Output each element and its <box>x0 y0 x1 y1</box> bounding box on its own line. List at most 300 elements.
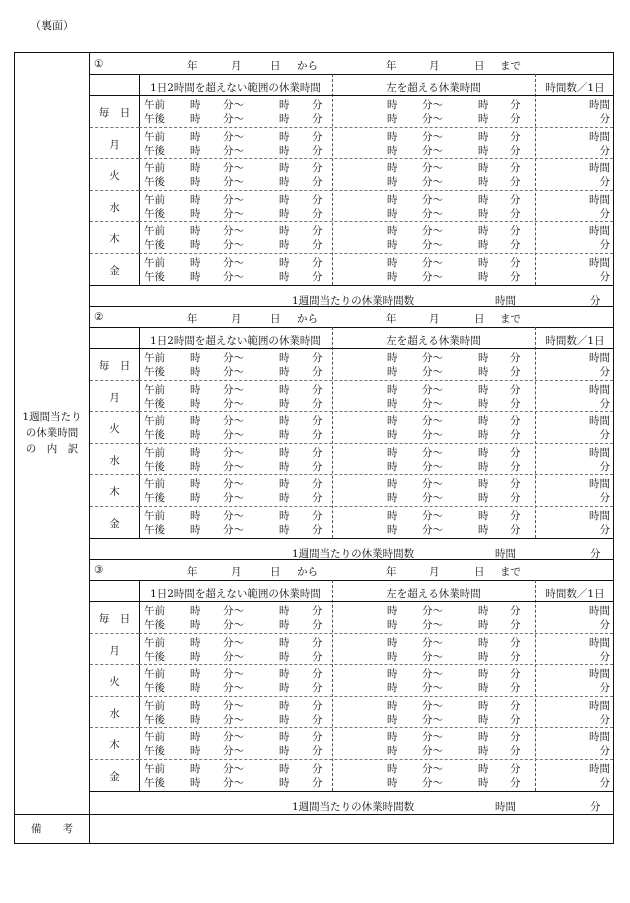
daily-hours-unit: 時間 <box>589 668 610 681</box>
leave-breakdown-table <box>14 52 614 844</box>
day-label: 木 <box>109 486 120 499</box>
daily-minutes-unit: 分 <box>599 429 610 442</box>
start-minute-unit: 分～ <box>223 478 244 491</box>
extra-start-hour-unit: 時 <box>387 271 398 283</box>
start-hour-unit: 時 <box>190 207 201 220</box>
end-hour-unit: 時 <box>279 699 290 712</box>
daily-minutes-unit: 分 <box>599 650 610 663</box>
end-minute-unit: 分 <box>312 397 323 410</box>
extra-end-hour-unit: 時 <box>478 352 489 364</box>
end-minute-unit: 分 <box>312 745 323 758</box>
start-minute-unit: 分～ <box>223 605 244 617</box>
am-label: 午前 <box>144 605 165 617</box>
day-row <box>90 443 613 475</box>
extra-end-hour-unit: 時 <box>478 383 489 396</box>
start-minute-unit: 分～ <box>223 99 244 111</box>
end-minute-unit: 分 <box>312 271 323 283</box>
period-block <box>90 53 613 308</box>
extra-end-hour-unit: 時 <box>478 130 489 143</box>
extra-end-minute-unit: 分 <box>510 619 521 631</box>
extra-start-hour-unit: 時 <box>387 130 398 143</box>
start-hour-unit: 時 <box>190 745 201 758</box>
start-year: 年 <box>187 60 198 72</box>
end-hour-unit: 時 <box>279 478 290 491</box>
extra-end-minute-unit: 分 <box>510 271 521 283</box>
extra-start-minute-unit: 分～ <box>422 99 443 111</box>
extra-start-hour-unit: 時 <box>387 366 398 378</box>
extra-end-minute-unit: 分 <box>510 478 521 491</box>
end-month: 月 <box>429 60 440 72</box>
end-minute-unit: 分 <box>312 162 323 175</box>
extra-start-minute-unit: 分～ <box>422 605 443 617</box>
end-minute-unit: 分 <box>312 429 323 442</box>
extra-end-minute-unit: 分 <box>510 699 521 712</box>
end-hour-unit: 時 <box>279 524 290 536</box>
end-hour-unit: 時 <box>279 619 290 631</box>
end-hour-unit: 時 <box>279 446 290 459</box>
end-hour-unit: 時 <box>279 193 290 206</box>
end-minute-unit: 分 <box>312 650 323 663</box>
extra-end-hour-unit: 時 <box>478 605 489 617</box>
pm-label: 午後 <box>144 144 165 157</box>
extra-start-hour-unit: 時 <box>387 113 398 125</box>
day-label: 火 <box>109 676 120 689</box>
day-label: 火 <box>109 423 120 436</box>
weekly-total-hours: 時間 <box>495 295 516 307</box>
pm-label: 午後 <box>144 713 165 726</box>
column-c-header: 時間数／1日 <box>545 82 605 94</box>
page-heading: （裏面） <box>30 19 74 32</box>
pm-label: 午後 <box>144 619 165 631</box>
extra-end-hour-unit: 時 <box>478 668 489 681</box>
pm-label: 午後 <box>144 397 165 410</box>
end-minute-unit: 分 <box>312 492 323 505</box>
end-hour-unit: 時 <box>279 636 290 649</box>
extra-start-hour-unit: 時 <box>387 415 398 428</box>
end-hour-unit: 時 <box>279 130 290 143</box>
extra-end-hour-unit: 時 <box>478 193 489 206</box>
daily-hours-unit: 時間 <box>589 162 610 175</box>
am-label: 午前 <box>144 510 165 522</box>
extra-end-minute-unit: 分 <box>510 257 521 269</box>
start-hour-unit: 時 <box>190 713 201 726</box>
end-hour-unit: 時 <box>279 682 290 695</box>
start-hour-unit: 時 <box>190 239 201 252</box>
period-number: ② <box>94 311 104 323</box>
end-minute-unit: 分 <box>312 731 323 744</box>
extra-start-hour-unit: 時 <box>387 731 398 744</box>
extra-start-minute-unit: 分～ <box>422 162 443 175</box>
start-minute-unit: 分～ <box>223 745 244 758</box>
extra-start-minute-unit: 分～ <box>422 731 443 744</box>
day-row <box>90 158 613 190</box>
extra-end-minute-unit: 分 <box>510 99 521 111</box>
extra-end-minute-unit: 分 <box>510 383 521 396</box>
daily-minutes-unit: 分 <box>599 144 610 157</box>
start-hour-unit: 時 <box>190 193 201 206</box>
start-hour-unit: 時 <box>190 650 201 663</box>
remarks-label: 備 考 <box>31 823 73 835</box>
extra-start-hour-unit: 時 <box>387 510 398 522</box>
extra-end-minute-unit: 分 <box>510 144 521 157</box>
start-hour-unit: 時 <box>190 162 201 175</box>
start-minute-unit: 分～ <box>223 193 244 206</box>
end-minute-unit: 分 <box>312 193 323 206</box>
day-label: 月 <box>109 138 120 151</box>
start-minute-unit: 分～ <box>223 113 244 125</box>
am-label: 午前 <box>144 383 165 396</box>
start-hour-unit: 時 <box>190 478 201 491</box>
am-label: 午前 <box>144 636 165 649</box>
daily-minutes-unit: 分 <box>599 207 610 220</box>
day-label: 木 <box>109 233 120 246</box>
start-minute-unit: 分～ <box>223 460 244 473</box>
extra-end-hour-unit: 時 <box>478 366 489 378</box>
column-c-header: 時間数／1日 <box>545 335 605 347</box>
extra-start-minute-unit: 分～ <box>422 257 443 269</box>
end-minute-unit: 分 <box>312 176 323 189</box>
extra-end-minute-unit: 分 <box>510 193 521 206</box>
am-label: 午前 <box>144 130 165 143</box>
end-hour-unit: 時 <box>279 460 290 473</box>
am-label: 午前 <box>144 225 165 238</box>
extra-start-hour-unit: 時 <box>387 162 398 175</box>
extra-start-minute-unit: 分～ <box>422 478 443 491</box>
pm-label: 午後 <box>144 176 165 189</box>
extra-end-minute-unit: 分 <box>510 397 521 410</box>
start-minute-unit: 分～ <box>223 650 244 663</box>
start-minute-unit: 分～ <box>223 731 244 744</box>
start-hour-unit: 時 <box>190 619 201 631</box>
start-hour-unit: 時 <box>190 636 201 649</box>
extra-end-minute-unit: 分 <box>510 162 521 175</box>
start-minute-unit: 分～ <box>223 763 244 775</box>
row-divider <box>90 791 613 792</box>
label-line-3: の 内 訳 <box>25 443 79 455</box>
extra-start-minute-unit: 分～ <box>422 130 443 143</box>
extra-start-hour-unit: 時 <box>387 777 398 789</box>
am-label: 午前 <box>144 99 165 111</box>
extra-start-minute-unit: 分～ <box>422 699 443 712</box>
daily-hours-unit: 時間 <box>589 415 610 428</box>
start-hour-unit: 時 <box>190 460 201 473</box>
extra-start-hour-unit: 時 <box>387 99 398 111</box>
day-row <box>90 221 613 253</box>
extra-end-minute-unit: 分 <box>510 682 521 695</box>
extra-end-hour-unit: 時 <box>478 239 489 252</box>
extra-end-minute-unit: 分 <box>510 460 521 473</box>
start-minute-unit: 分～ <box>223 668 244 681</box>
end-hour-unit: 時 <box>279 777 290 789</box>
start-hour-unit: 時 <box>190 383 201 396</box>
row-divider <box>90 538 613 539</box>
day-row <box>90 127 613 159</box>
pm-label: 午後 <box>144 239 165 252</box>
daily-hours-unit: 時間 <box>589 193 610 206</box>
extra-start-minute-unit: 分～ <box>422 650 443 663</box>
extra-end-hour-unit: 時 <box>478 460 489 473</box>
weekly-total-hours: 時間 <box>495 801 516 813</box>
extra-end-hour-unit: 時 <box>478 429 489 442</box>
extra-end-hour-unit: 時 <box>478 699 489 712</box>
extra-end-hour-unit: 時 <box>478 524 489 536</box>
end-minute-unit: 分 <box>312 257 323 269</box>
end-hour-unit: 時 <box>279 605 290 617</box>
daily-minutes-unit: 分 <box>599 524 610 536</box>
extra-end-minute-unit: 分 <box>510 524 521 536</box>
day-label: 金 <box>109 771 120 783</box>
end-hour-unit: 時 <box>279 745 290 758</box>
am-label: 午前 <box>144 446 165 459</box>
column-b-header: 左を超える休業時間 <box>386 82 481 94</box>
start-minute-unit: 分～ <box>223 777 244 789</box>
start-hour-unit: 時 <box>190 113 201 125</box>
extra-end-hour-unit: 時 <box>478 731 489 744</box>
start-day: 日 <box>270 60 281 72</box>
extra-start-hour-unit: 時 <box>387 176 398 189</box>
end-minute-unit: 分 <box>312 144 323 157</box>
daily-hours-unit: 時間 <box>589 478 610 491</box>
extra-end-minute-unit: 分 <box>510 668 521 681</box>
period-number: ③ <box>94 564 104 576</box>
end-minute-unit: 分 <box>312 763 323 775</box>
start-minute-unit: 分～ <box>223 699 244 712</box>
row-divider <box>90 285 613 286</box>
extra-end-minute-unit: 分 <box>510 130 521 143</box>
column-b-header: 左を超える休業時間 <box>386 335 481 347</box>
extra-start-minute-unit: 分～ <box>422 446 443 459</box>
start-hour-unit: 時 <box>190 524 201 536</box>
day-row <box>90 601 613 633</box>
daily-hours-unit: 時間 <box>589 605 610 617</box>
pm-label: 午後 <box>144 271 165 283</box>
end-hour-unit: 時 <box>279 492 290 505</box>
extra-start-minute-unit: 分～ <box>422 460 443 473</box>
start-hour-unit: 時 <box>190 510 201 522</box>
end-day: 日 <box>474 313 485 325</box>
end-year: 年 <box>386 313 397 325</box>
start-hour-unit: 時 <box>190 130 201 143</box>
day-row <box>90 474 613 506</box>
extra-start-hour-unit: 時 <box>387 207 398 220</box>
extra-start-minute-unit: 分～ <box>422 636 443 649</box>
extra-end-minute-unit: 分 <box>510 731 521 744</box>
extra-start-hour-unit: 時 <box>387 446 398 459</box>
extra-start-minute-unit: 分～ <box>422 619 443 631</box>
start-month: 月 <box>231 60 242 72</box>
extra-start-hour-unit: 時 <box>387 460 398 473</box>
end-year: 年 <box>386 60 397 72</box>
daily-hours-unit: 時間 <box>589 225 610 238</box>
extra-start-hour-unit: 時 <box>387 352 398 364</box>
column-a-header: 1日2時間を超えない範囲の休業時間 <box>150 82 321 94</box>
extra-start-hour-unit: 時 <box>387 397 398 410</box>
start-minute-unit: 分～ <box>223 144 244 157</box>
end-minute-unit: 分 <box>312 352 323 364</box>
weekly-total-minutes: 分 <box>590 295 601 307</box>
daily-minutes-unit: 分 <box>599 682 610 695</box>
pm-label: 午後 <box>144 682 165 695</box>
end-day: 日 <box>474 566 485 578</box>
start-hour-unit: 時 <box>190 446 201 459</box>
start-month: 月 <box>231 566 242 578</box>
pm-label: 午後 <box>144 524 165 536</box>
extra-end-hour-unit: 時 <box>478 162 489 175</box>
daily-hours-unit: 時間 <box>589 699 610 712</box>
extra-end-minute-unit: 分 <box>510 510 521 522</box>
extra-start-hour-unit: 時 <box>387 682 398 695</box>
extra-start-minute-unit: 分～ <box>422 176 443 189</box>
weekly-total-hours: 時間 <box>495 548 516 560</box>
end-hour-unit: 時 <box>279 668 290 681</box>
extra-start-hour-unit: 時 <box>387 225 398 238</box>
start-minute-unit: 分～ <box>223 383 244 396</box>
start-hour-unit: 時 <box>190 366 201 378</box>
period-number: ① <box>94 58 104 70</box>
end-minute-unit: 分 <box>312 478 323 491</box>
daily-minutes-unit: 分 <box>599 176 610 189</box>
start-year: 年 <box>187 313 198 325</box>
am-label: 午前 <box>144 763 165 775</box>
end-minute-unit: 分 <box>312 225 323 238</box>
start-minute-unit: 分～ <box>223 207 244 220</box>
period-block <box>90 559 613 814</box>
end-hour-unit: 時 <box>279 257 290 269</box>
extra-start-minute-unit: 分～ <box>422 713 443 726</box>
start-hour-unit: 時 <box>190 271 201 283</box>
end-hour-unit: 時 <box>279 207 290 220</box>
daily-hours-unit: 時間 <box>589 763 610 775</box>
extra-end-hour-unit: 時 <box>478 510 489 522</box>
end-minute-unit: 分 <box>312 668 323 681</box>
extra-start-minute-unit: 分～ <box>422 397 443 410</box>
extra-start-hour-unit: 時 <box>387 713 398 726</box>
start-minute-unit: 分～ <box>223 492 244 505</box>
extra-end-hour-unit: 時 <box>478 713 489 726</box>
end-hour-unit: 時 <box>279 225 290 238</box>
start-minute-unit: 分～ <box>223 636 244 649</box>
end-hour-unit: 時 <box>279 713 290 726</box>
end-hour-unit: 時 <box>279 763 290 775</box>
extra-end-minute-unit: 分 <box>510 239 521 252</box>
end-minute-unit: 分 <box>312 713 323 726</box>
extra-end-hour-unit: 時 <box>478 397 489 410</box>
start-minute-unit: 分～ <box>223 366 244 378</box>
extra-end-hour-unit: 時 <box>478 478 489 491</box>
end-year: 年 <box>386 566 397 578</box>
start-minute-unit: 分～ <box>223 239 244 252</box>
extra-start-hour-unit: 時 <box>387 650 398 663</box>
extra-end-minute-unit: 分 <box>510 207 521 220</box>
extra-start-hour-unit: 時 <box>387 478 398 491</box>
start-minute-unit: 分～ <box>223 225 244 238</box>
until-text: まで <box>500 313 521 325</box>
am-label: 午前 <box>144 193 165 206</box>
day-row <box>90 253 613 285</box>
column-c-header: 時間数／1日 <box>545 588 605 600</box>
day-label: 金 <box>109 265 120 277</box>
start-hour-unit: 時 <box>190 492 201 505</box>
weekly-total-label: 1週間当たりの休業時間数 <box>292 801 415 813</box>
daily-hours-unit: 時間 <box>589 731 610 744</box>
extra-end-hour-unit: 時 <box>478 113 489 125</box>
extra-end-minute-unit: 分 <box>510 492 521 505</box>
extra-end-hour-unit: 時 <box>478 415 489 428</box>
from-text: から <box>297 566 318 578</box>
extra-start-minute-unit: 分～ <box>422 113 443 125</box>
daily-minutes-unit: 分 <box>599 745 610 758</box>
weekly-breakdown-label <box>15 409 89 457</box>
start-minute-unit: 分～ <box>223 524 244 536</box>
extra-start-hour-unit: 時 <box>387 257 398 269</box>
extra-start-minute-unit: 分～ <box>422 271 443 283</box>
start-hour-unit: 時 <box>190 257 201 269</box>
day-label: 毎 日 <box>98 360 131 372</box>
end-hour-unit: 時 <box>279 415 290 428</box>
day-row <box>90 380 613 412</box>
extra-start-hour-unit: 時 <box>387 619 398 631</box>
day-row <box>90 633 613 665</box>
start-hour-unit: 時 <box>190 99 201 111</box>
start-year: 年 <box>187 566 198 578</box>
extra-end-hour-unit: 時 <box>478 636 489 649</box>
weekly-total-label: 1週間当たりの休業時間数 <box>292 295 415 307</box>
extra-end-hour-unit: 時 <box>478 763 489 775</box>
start-minute-unit: 分～ <box>223 510 244 522</box>
start-minute-unit: 分～ <box>223 415 244 428</box>
daily-minutes-unit: 分 <box>599 366 610 378</box>
daily-minutes-unit: 分 <box>599 777 610 789</box>
end-month: 月 <box>429 313 440 325</box>
extra-start-hour-unit: 時 <box>387 492 398 505</box>
daily-hours-unit: 時間 <box>589 636 610 649</box>
extra-start-minute-unit: 分～ <box>422 510 443 522</box>
pm-label: 午後 <box>144 429 165 442</box>
start-day: 日 <box>270 313 281 325</box>
pm-label: 午後 <box>144 650 165 663</box>
label-line-1: 1週間当たり <box>22 411 82 423</box>
am-label: 午前 <box>144 478 165 491</box>
end-minute-unit: 分 <box>312 460 323 473</box>
extra-end-minute-unit: 分 <box>510 777 521 789</box>
end-minute-unit: 分 <box>312 415 323 428</box>
day-row <box>90 696 613 728</box>
extra-start-minute-unit: 分～ <box>422 144 443 157</box>
start-minute-unit: 分～ <box>223 429 244 442</box>
extra-end-hour-unit: 時 <box>478 446 489 459</box>
extra-start-hour-unit: 時 <box>387 144 398 157</box>
from-text: から <box>297 60 318 72</box>
start-hour-unit: 時 <box>190 225 201 238</box>
extra-end-minute-unit: 分 <box>510 366 521 378</box>
end-minute-unit: 分 <box>312 383 323 396</box>
weekly-total-label: 1週間当たりの休業時間数 <box>292 548 415 560</box>
daily-minutes-unit: 分 <box>599 271 610 283</box>
pm-label: 午後 <box>144 492 165 505</box>
start-hour-unit: 時 <box>190 731 201 744</box>
end-hour-unit: 時 <box>279 397 290 410</box>
pm-label: 午後 <box>144 366 165 378</box>
end-hour-unit: 時 <box>279 144 290 157</box>
extra-end-hour-unit: 時 <box>478 777 489 789</box>
extra-start-minute-unit: 分～ <box>422 239 443 252</box>
end-minute-unit: 分 <box>312 239 323 252</box>
remarks-divider <box>15 814 613 815</box>
end-hour-unit: 時 <box>279 383 290 396</box>
end-minute-unit: 分 <box>312 636 323 649</box>
start-minute-unit: 分～ <box>223 130 244 143</box>
day-label: 火 <box>109 170 120 183</box>
